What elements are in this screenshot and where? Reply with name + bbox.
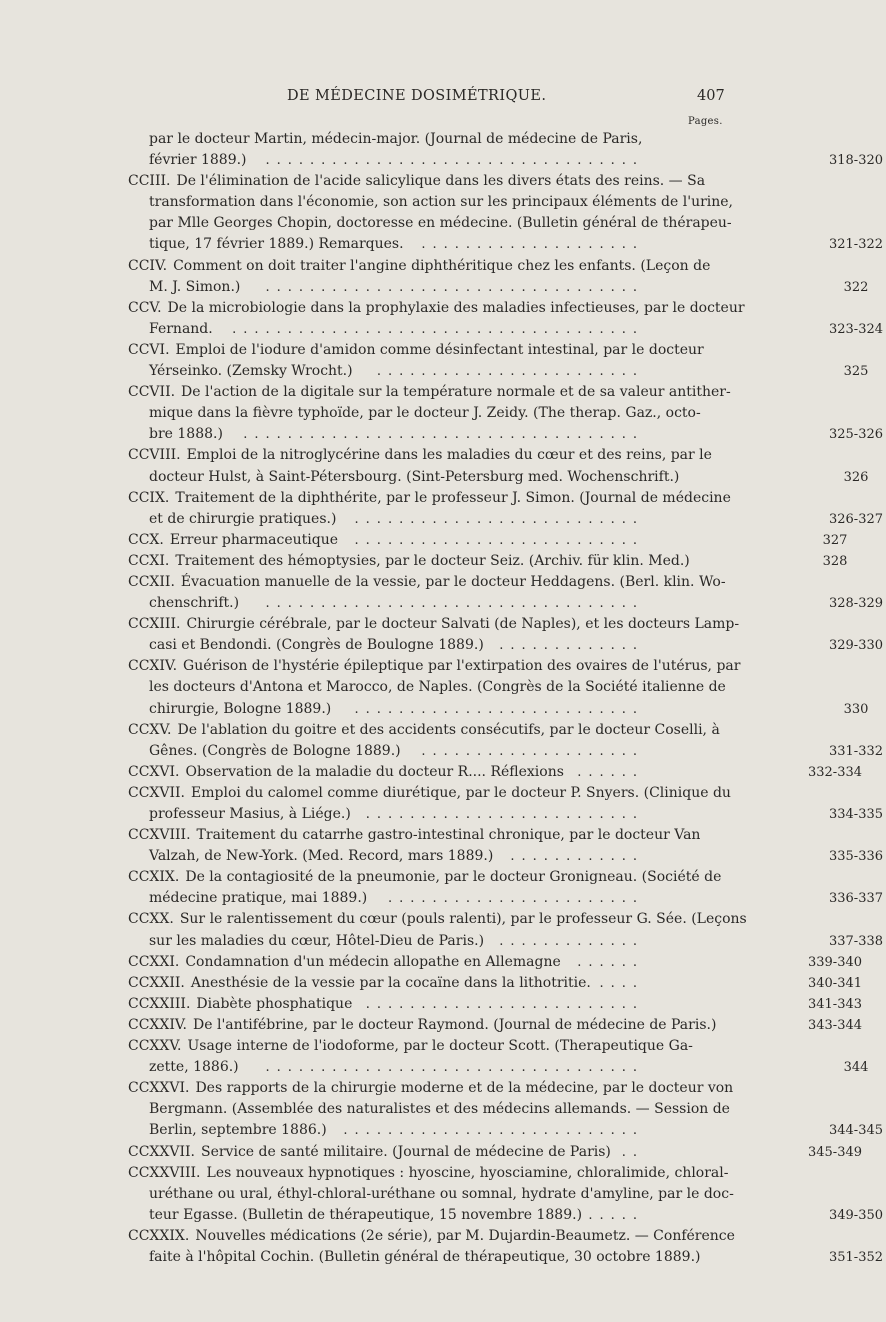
toc-line [149,1120,884,1141]
toc-entry [0,256,869,298]
toc-entry [0,1078,884,1141]
page-reference: 334-335 [828,807,884,822]
page-reference: 344 [843,1060,869,1076]
entry-text: De l'action de la digitale sur la température normale et de sa valeur antither- [181,384,731,401]
page-reference: 326-327 [828,511,884,527]
toc-line [128,256,800,277]
entry-text: Fernand. [149,320,213,337]
toc-line [149,635,884,656]
entry-number: CCXII. [128,573,175,590]
entry-number: CCVII. [128,384,176,401]
toc-entry [0,445,869,487]
page-reference: 330 [843,701,869,717]
entry-text: M. J. Simon.) [149,278,241,295]
entry-text: février 1889.) [149,152,247,169]
page-reference: 323-324 [828,321,884,337]
toc-entry [0,488,884,530]
entry-text: faite à l'hôpital Cochin. (Bulletin général de thérapeutique, 30 octobre 1889.) [149,1248,701,1265]
toc-line [149,1205,884,1226]
entry-number: CCXVII. [128,784,186,801]
dot-leader: ......................... [365,996,644,1012]
entry-text: et de chirurgie pratiques.) [149,510,337,527]
toc-line [128,656,800,677]
entry-text: bre 1888.) [149,426,223,443]
toc-line [128,1142,863,1163]
entry-number: CCXIII. [128,616,181,633]
page-number: 407 [697,88,725,104]
entry-text: Traitement du catarrhe gastro-intestinal chronique, par le docteur Van [196,827,701,844]
toc-entry [0,551,848,572]
toc-entry [0,1015,863,1036]
toc-entry [0,1226,884,1268]
toc-line [149,677,800,698]
toc-line [149,192,800,213]
toc-line [128,909,800,930]
toc-line [128,952,863,973]
toc-line [128,762,863,783]
entry-text: Condamnation d'un médecin allopathe en Allemagne [185,953,561,970]
dot-leader: .......................... [354,701,644,717]
dot-leader: ............. [499,933,644,949]
page-reference: 328-329 [828,596,884,612]
entry-number: CCXIV. [128,658,178,675]
entry-text: professeur Masius, à Liége.) [149,806,351,822]
page-reference: 331-332 [828,743,884,759]
page-reference: 318-320 [828,153,884,169]
entry-text: zette, 1886.) [149,1059,239,1076]
dot-leader: .................... [421,743,644,759]
toc-line [128,445,800,466]
toc-line [149,1184,800,1205]
entry-text: Traitement des hémoptysies, par le docteur Seiz. (Archiv. für klin. Med.) [175,552,690,569]
entry-number: CCV. [128,299,162,316]
entry-number: CCXI. [128,552,170,569]
entry-text: par Mlle Georges Chopin, doctoresse en médecine. (Bulletin général de thérapeu- [149,215,732,232]
entry-text: mique dans la fièvre typhoïde, par le docteur J. Zeidy. (The therap. Gaz., octo- [149,405,701,422]
entry-number: CCXXIII. [128,995,191,1012]
toc-entry [0,298,884,340]
toc-line [149,593,884,614]
entry-text: médecine pratique, mai 1889.) [149,890,368,907]
page-reference: 344-345 [828,1123,884,1139]
toc-line [149,509,884,530]
entry-text: Berlin, septembre 1886.) [149,1122,327,1139]
entry-number: CCXVIII. [128,827,191,844]
entry-text: Comment on doit traiter l'angine diphthéritique chez les enfants. (Leçon de [173,257,711,274]
toc-line [128,1078,800,1099]
toc-entry [0,720,884,762]
toc-entry [0,340,869,382]
entry-number: CCXXV. [128,1038,182,1055]
toc-line [128,1015,863,1036]
entry-text: Emploi de la nitroglycérine dans les maladies du cœur et des reins, par le [186,447,712,464]
entry-text: docteur Hulst, à Saint-Pétersbourg. (Sint-Petersburg med. Wochenschrift.) [149,468,680,485]
toc-entry [0,171,884,255]
table-of-contents [0,129,884,1268]
page-reference: 340-341 [807,975,863,991]
dot-leader: ..................................... [232,321,644,337]
toc-line [149,804,884,825]
entry-number: CCIX. [128,489,170,506]
entry-number: CCXIX. [128,869,180,886]
entry-text: Anesthésie de la vessie par la cocaïne dans la lithotritie. [190,974,591,991]
toc-line [128,1163,800,1184]
entry-number: CCXXI. [128,953,180,970]
entry-text: De l'élimination de l'acide salicylique dans les divers états des reins. — Sa [176,173,706,190]
entry-text: De l'ablation du goitre et des accidents consécutifs, par le docteur Coselli, à [177,721,720,738]
toc-line [128,614,800,635]
page-reference: 339-340 [807,954,863,970]
dot-leader: .................................. [265,1060,644,1076]
toc-entry [0,129,884,171]
toc-line [128,825,800,846]
toc-entry [0,825,884,867]
dot-leader: ......................... [365,807,644,822]
entry-text: Sur le ralentissement du cœur (pouls ralenti), par le professeur G. Sée. (Leçons [179,911,747,928]
entry-text: uréthane ou ural, éthyl-chloral-uréthane ou somnal, hydrate d'amyline, par le doc- [149,1185,734,1202]
toc-line [128,551,848,572]
dot-leader: .................................. [265,153,644,169]
toc-line [128,488,800,509]
entry-text: Nouvelles médications (2e série), par M. Dujardin-Beaumetz. — Conférence [195,1227,735,1244]
dot-leader: .................................. [265,596,644,612]
toc-line [128,994,863,1015]
entry-text: Emploi du calomel comme diurétique, par le docteur P. Snyers. (Clinique du [191,784,731,801]
page-reference: 327 [822,532,848,548]
toc-entry [0,1163,884,1226]
pages-column-label: Pages. [688,116,723,127]
toc-line [149,319,884,340]
page-reference: 332-334 [807,764,863,780]
running-header [0,88,800,112]
toc-entry [0,656,869,719]
toc-line [149,888,884,909]
dot-leader: ............. [499,638,644,654]
toc-entry [0,909,884,951]
page-reference: 343-344 [807,1017,863,1033]
toc-line [128,867,800,888]
toc-line [149,129,800,150]
toc-entry [0,952,863,973]
entry-number: CCXXVI. [128,1080,190,1097]
dot-leader: ........................... [343,1123,644,1139]
toc-entry [0,382,884,445]
entry-text: les docteurs d'Antona et Marocco, de Naples. (Congrès de la Société italienne de [149,679,726,696]
entry-text: chirurgie, Bologne 1889.) [149,700,332,717]
entry-number: CCVI. [128,341,170,358]
dot-leader: ...... [577,764,644,780]
toc-line [128,530,848,551]
toc-line [149,846,884,867]
toc-line [149,234,884,255]
toc-entry [0,614,884,656]
entry-text: Bergmann. (Assemblée des naturalistes et des médecins allemands. — Session de [149,1101,730,1118]
entry-text: Yérseinko. (Zemsky Wrocht.) [149,363,353,380]
toc-line [128,340,800,361]
entry-text: De l'antifébrine, par le docteur Raymond. (Journal de médecine de Paris.) [193,1016,717,1033]
dot-leader: ....................... [387,891,644,907]
toc-entry [0,572,884,614]
page-reference: 321-322 [828,237,884,253]
toc-entry [0,1036,869,1078]
toc-line [128,1036,800,1057]
dot-leader: .... [599,975,644,991]
entry-text: De la microbiologie dans la prophylaxie des maladies infectieuses, par le docteur [167,299,745,316]
entry-text: Gênes. (Congrès de Bologne 1889.) [149,742,401,759]
dot-leader: ...... [577,954,644,970]
entry-text: Usage interne de l'iodoforme, par le docteur Scott. (Therapeutique Ga- [187,1038,693,1055]
entry-number: CCIII. [128,173,171,190]
dot-leader: ..... [588,1207,644,1223]
entry-number: CCXX. [128,911,174,928]
entry-number: CCXV. [128,721,172,738]
toc-line [149,213,800,234]
entry-text: Erreur pharmaceutique [169,531,339,548]
dot-leader: ............ [510,849,644,865]
toc-line [128,783,800,804]
entry-text: Diabète phosphatique [196,995,353,1012]
entry-number: CCVIII. [128,447,181,464]
dot-leader: .. [621,1144,644,1160]
page-reference: 351-352 [828,1249,884,1265]
toc-line [149,931,884,952]
entry-text: Valzah, de New-York. (Med. Record, mars 1889.) [149,848,494,865]
toc-line [128,720,800,741]
entry-text: Emploi de l'iodure d'amidon comme désinfectant intestinal, par le docteur [175,341,704,358]
dot-leader: .......................... [354,532,644,548]
page-reference: 341-343 [807,996,863,1012]
entry-text: par le docteur Martin, médecin-major. (Journal de médecine de Paris, [149,131,643,147]
entry-number: CCX. [128,531,164,548]
dot-leader: .......................... [354,511,644,527]
toc-line [128,572,800,593]
entry-text: sur les maladies du cœur, Hôtel-Dieu de Paris.) [149,932,485,949]
toc-line [149,741,884,762]
running-title: DE MÉDECINE DOSIMÉTRIQUE. [287,88,547,104]
entry-text: Traitement de la diphthérite, par le professeur J. Simon. (Journal de médecine [175,489,731,506]
entry-text: casi et Bendondi. (Congrès de Boulogne 1889.) [149,637,484,654]
entry-text: Les nouveaux hypnotiques : hyoscine, hyosciamine, chloralimide, chloral- [206,1164,729,1181]
toc-line [149,403,800,424]
page-reference: 336-337 [828,891,884,907]
entry-number: CCIV. [128,257,168,274]
toc-line [128,1226,800,1247]
page-reference: 325 [843,364,869,380]
entry-number: CCXXVIII. [128,1164,201,1181]
page-reference: 329-330 [828,638,884,654]
toc-line [128,171,800,192]
entry-text: teur Egasse. (Bulletin de thérapeutique, 15 novembre 1889.) [149,1206,583,1223]
page-reference: 328 [822,553,848,569]
dot-leader: .................................. [265,279,644,295]
dot-leader: .................................... [243,427,644,443]
entry-number: CCXVI. [128,763,180,780]
entry-number: CCXXVII. [128,1143,195,1160]
toc-line [149,1247,884,1268]
entry-text: Observation de la maladie du docteur R.... Réflexions [185,763,564,780]
page-reference: 349-350 [828,1207,884,1223]
entry-text: tique, 17 février 1889.) Remarques. [149,236,404,253]
page-reference: 337-338 [828,933,884,949]
entry-text: Service de santé militaire. (Journal de médecine de Paris) [200,1143,611,1160]
toc-entry [0,973,863,994]
entry-text: Chirurgie cérébrale, par le docteur Salvati (de Naples), et les docteurs Lamp- [186,616,740,633]
toc-line [128,298,800,319]
toc-entry [0,762,863,783]
dot-leader: ........................ [376,364,644,380]
page-reference: 322 [843,279,869,295]
entry-text: Des rapports de la chirurgie moderne et de la médecine, par le docteur von [195,1080,734,1097]
toc-line [149,467,869,488]
entry-number: CCXXII. [128,974,185,991]
toc-entry [0,1142,863,1163]
toc-line [149,277,869,298]
toc-entry [0,994,863,1015]
toc-line [149,1099,800,1120]
toc-line [128,973,863,994]
toc-line [149,1057,869,1078]
toc-line [128,382,800,403]
page-reference: 326 [843,469,869,485]
toc-entry [0,530,848,551]
entry-text: chenschrift.) [149,595,240,612]
toc-line [149,424,884,445]
entry-number: CCXXIX. [128,1227,190,1244]
toc-entry [0,783,884,825]
toc-line [149,361,869,382]
toc-line [149,699,869,720]
entry-text: De la contagiosité de la pneumonie, par le docteur Gronigneau. (Société de [185,869,722,886]
page-reference: 345-349 [807,1144,863,1160]
page-reference: 335-336 [828,849,884,865]
entry-text: transformation dans l'économie, son action sur les principaux éléments de l'urine, [149,194,734,211]
dot-leader: .................... [421,237,644,253]
entry-text: Évacuation manuelle de la vessie, par le docteur Heddagens. (Berl. klin. Wo- [180,573,726,590]
toc-line [149,150,884,171]
page-reference: 325-326 [828,427,884,443]
toc-entry [0,867,884,909]
entry-text: Guérison de l'hystérie épileptique par l'extirpation des ovaires de l'utérus, par [183,658,741,675]
entry-number: CCXXIV. [128,1016,188,1033]
